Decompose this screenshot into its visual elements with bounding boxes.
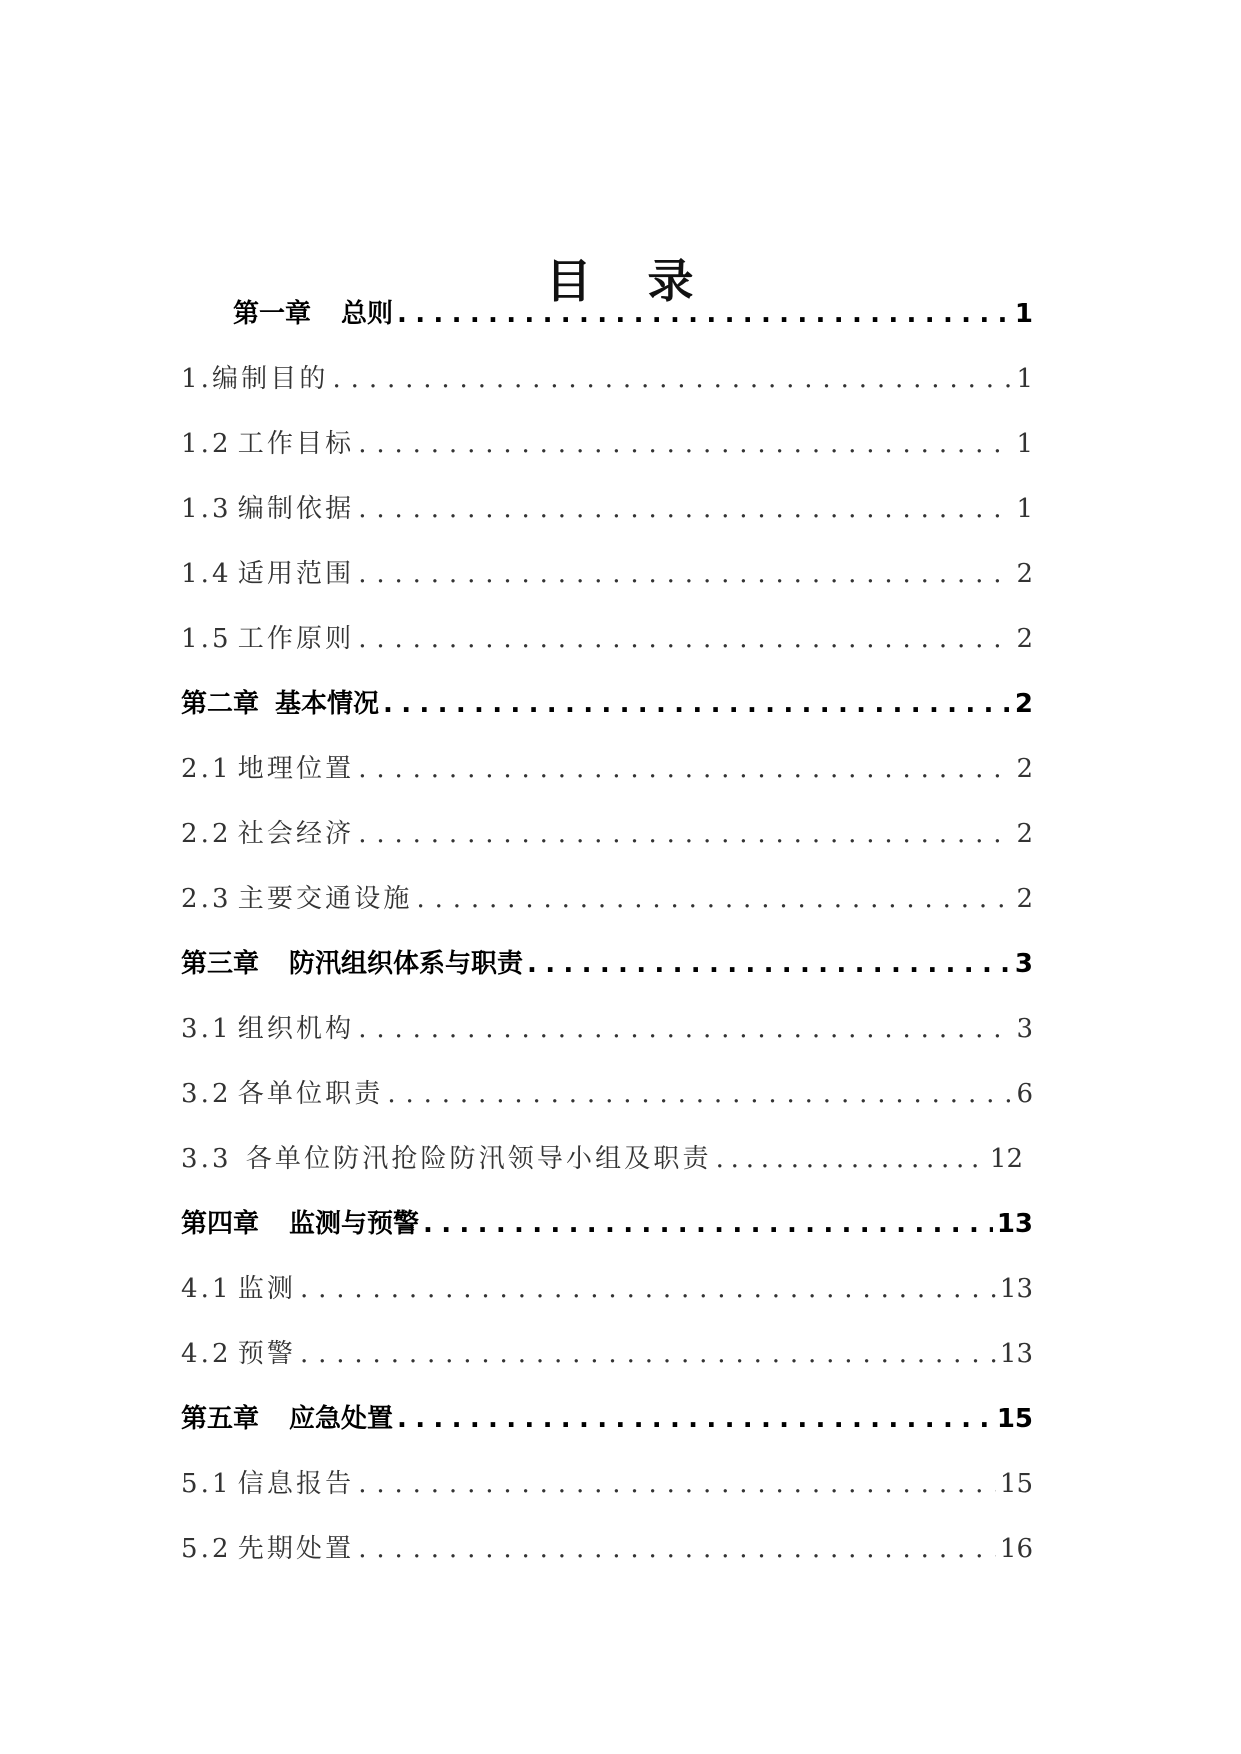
- toc-entry-section-2-3[interactable]: [181, 879, 1033, 919]
- toc-entry-number: 3.3: [181, 1144, 232, 1174]
- toc-entry-page: 1: [1016, 364, 1033, 394]
- dot-leader: [358, 1464, 996, 1504]
- toc-entry-page: 2: [1016, 819, 1033, 849]
- dot-leader: [527, 944, 1011, 984]
- dot-leader: [358, 1529, 996, 1569]
- dot-leader: [387, 1074, 1012, 1114]
- toc-entry-number: 2.3: [181, 884, 232, 914]
- toc-entry-section-3-1[interactable]: [181, 1009, 1033, 1049]
- toc-entry-section-1-5[interactable]: [181, 619, 1033, 659]
- toc-entry-page: 1: [1016, 429, 1033, 459]
- toc-entry-section-5-2[interactable]: [181, 1529, 1033, 1569]
- dot-leader: [358, 424, 1012, 464]
- toc-entry-page: 2: [1016, 754, 1033, 784]
- toc-entry-title: 工作目标: [237, 429, 355, 459]
- toc-entry-section-5-1[interactable]: [181, 1464, 1033, 1504]
- toc-entry-page: 2: [1016, 624, 1033, 654]
- toc-entry-number: 1.2: [181, 429, 232, 459]
- dot-leader: [358, 749, 1012, 789]
- toc-entry-page: 2: [1014, 689, 1033, 719]
- toc-entry-section-2-2[interactable]: [181, 814, 1033, 854]
- toc-entry-title: 防汛组织体系与职责: [289, 949, 524, 979]
- toc-entry-number: 1.4: [181, 559, 232, 589]
- toc-entry-title: 应急处置: [289, 1404, 394, 1434]
- toc-entry-title: 总则: [341, 299, 394, 329]
- toc-entry-page: 2: [1016, 884, 1033, 914]
- toc-entry-title: 组织机构: [237, 1014, 355, 1044]
- toc-entry-number: 3.2: [181, 1079, 232, 1109]
- toc-entry-title: 地理位置: [237, 754, 355, 784]
- dot-leader: [300, 1269, 996, 1309]
- toc-entry-page: 16: [999, 1534, 1033, 1564]
- toc-entry-section-1-2[interactable]: [181, 424, 1033, 464]
- toc-entry-title: 编制目的: [212, 364, 329, 394]
- toc-entry-number: 5.1: [181, 1469, 232, 1499]
- toc-entry-number: 第五章: [181, 1404, 260, 1434]
- toc-entry-title: 适用范围: [237, 559, 355, 589]
- toc-entry-page: 2: [1016, 559, 1033, 589]
- toc-entry-section-4-1[interactable]: [181, 1269, 1033, 1309]
- dot-leader: [716, 1139, 986, 1179]
- toc-entry-number: 1.: [181, 364, 213, 394]
- toc-entry-page: 3: [1014, 949, 1033, 979]
- toc-entry-chapter-1[interactable]: [233, 294, 1033, 334]
- toc-entry-page: 3: [1016, 1014, 1033, 1044]
- dot-leader: [300, 1334, 996, 1374]
- dot-leader: [333, 359, 1013, 399]
- toc-entry-chapter-5[interactable]: [181, 1399, 1033, 1439]
- toc-entry-page: 1: [1014, 299, 1033, 329]
- dot-leader: [383, 684, 1011, 724]
- toc-entry-page: 15: [999, 1469, 1033, 1499]
- toc-entry-title: 工作原则: [237, 624, 355, 654]
- toc-entry-title: 监测与预警: [289, 1209, 420, 1239]
- toc-entry-section-3-2[interactable]: [181, 1074, 1033, 1114]
- dot-leader: [358, 619, 1012, 659]
- dot-leader: [358, 1009, 1012, 1049]
- toc-entry-number: 第三章: [181, 949, 260, 979]
- toc-entry-section-3-3[interactable]: [181, 1139, 1023, 1179]
- toc-entry-number: 第二章: [181, 689, 260, 719]
- toc-entry-title: 基本情况: [275, 689, 380, 719]
- toc-entry-chapter-3[interactable]: [181, 944, 1033, 984]
- toc-entry-page: 13: [999, 1274, 1033, 1304]
- toc-entry-number: 2.1: [181, 754, 232, 784]
- toc-entry-title: 编制依据: [237, 494, 355, 524]
- dot-leader: [358, 814, 1012, 854]
- toc-entry-number: 2.2: [181, 819, 232, 849]
- toc-entry-title: 预警: [237, 1339, 296, 1369]
- toc-entry-section-4-2[interactable]: [181, 1334, 1033, 1374]
- toc-entry-page: 13: [996, 1209, 1033, 1239]
- dot-leader: [397, 1399, 993, 1439]
- toc-entry-number: 5.2: [181, 1534, 232, 1564]
- toc-entry-page: 1: [1016, 494, 1033, 524]
- toc-entry-number: 4.1: [181, 1274, 232, 1304]
- toc-entry-title: 社会经济: [237, 819, 355, 849]
- dot-leader: [397, 294, 1011, 334]
- toc-entry-title: 各单位职责: [237, 1079, 384, 1109]
- toc-entry-number: 第四章: [181, 1209, 260, 1239]
- dot-leader: [358, 489, 1012, 529]
- toc-entry-section-2-1[interactable]: [181, 749, 1033, 789]
- toc-title-char-1: 目: [545, 253, 594, 308]
- toc-entry-title: 监测: [237, 1274, 296, 1304]
- toc-entry-title: 主要交通设施: [237, 884, 413, 914]
- toc-entry-page: 12: [989, 1144, 1023, 1174]
- dot-leader: [423, 1204, 993, 1244]
- toc-title-char-2: 录: [647, 253, 696, 308]
- toc-entry-section-1-4[interactable]: [181, 554, 1033, 594]
- toc-entry-page: 15: [996, 1404, 1033, 1434]
- toc-entry-title: 各单位防汛抢险防汛领导小组及职责: [245, 1144, 712, 1174]
- dot-leader: [416, 879, 1012, 919]
- toc-entry-section-1-3[interactable]: [181, 489, 1033, 529]
- toc-entry-page: 6: [1016, 1079, 1033, 1109]
- toc-entry-page: 13: [999, 1339, 1033, 1369]
- toc-entry-title: 信息报告: [237, 1469, 355, 1499]
- toc-entry-chapter-2[interactable]: [181, 684, 1033, 724]
- toc-entry-chapter-4[interactable]: [181, 1204, 1033, 1244]
- dot-leader: [358, 554, 1012, 594]
- toc-entry-section-1-1[interactable]: [181, 359, 1033, 399]
- toc-entry-title: 先期处置: [237, 1534, 355, 1564]
- toc-entry-number: 1.3: [181, 494, 232, 524]
- toc-entry-number: 1.5: [181, 624, 232, 654]
- toc-entry-number: 第一章: [233, 299, 312, 329]
- toc-entry-number: 3.1: [181, 1014, 232, 1044]
- toc-entry-number: 4.2: [181, 1339, 232, 1369]
